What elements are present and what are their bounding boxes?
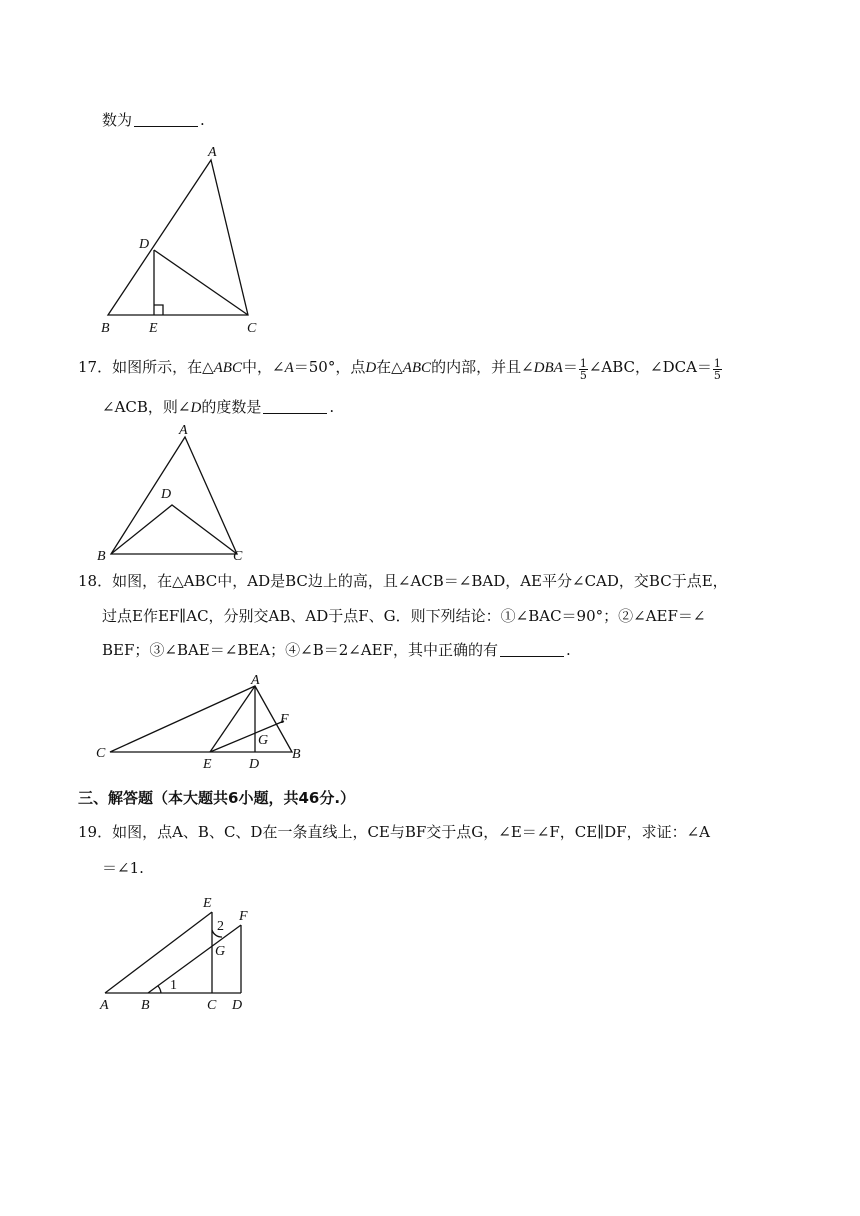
q18-line1: 18．如图，在△ABC中，AD是BC边上的高，且∠ACB＝∠BAD，AE平分∠CAD，交BC于点E， (78, 572, 728, 590)
label-A: A (100, 998, 109, 1013)
label-E: E (203, 757, 212, 772)
label-E: E (149, 321, 158, 336)
q17-d-2: D (190, 400, 202, 416)
q19-line1: 19．如图，点A、B、C、D在一条直线上，CE与BF交于点G，∠E＝∠F，CE∥DF，求证：∠A (78, 823, 710, 841)
label-A: A (251, 673, 260, 688)
label-C: C (207, 998, 217, 1013)
label-F: F (239, 909, 248, 924)
fraction-2 (713, 358, 722, 381)
triangle-abc (108, 160, 248, 315)
q17-text-7: ∠ACB，则∠ (102, 398, 191, 416)
q17-a: A (284, 360, 294, 376)
figure-q19 (95, 890, 295, 1020)
label-C: C (96, 746, 106, 761)
label-C: C (247, 321, 257, 336)
label-E: E (203, 896, 212, 911)
label-B: B (101, 321, 110, 336)
label-G: G (258, 733, 269, 748)
q17-line2 (102, 397, 334, 418)
q18-text: BEF；③∠BAE＝∠BEA；④∠B＝2∠AEF，其中正确的有 (102, 641, 499, 659)
fraction-1 (579, 358, 588, 381)
frac-num-2: 1 (713, 357, 721, 370)
label-1: 1 (170, 978, 177, 993)
q17-text-5: 的内部，并且∠ (431, 358, 534, 376)
q17-abc: ABC (213, 360, 242, 376)
q17-text-3: ＝50°，点 (293, 358, 366, 376)
triangle-abc (111, 437, 237, 554)
q17-text-1: 如图所示，在△ (112, 358, 214, 376)
label-B: B (292, 747, 301, 762)
section-heading: 三、解答题（本大题共6小题，共46分.） (78, 789, 356, 807)
answer-blank[interactable] (134, 112, 198, 127)
label-G: G (215, 944, 226, 959)
q17-line1 (78, 357, 723, 381)
figure-q17 (95, 422, 255, 562)
q17-text-2: 中，∠ (241, 358, 285, 376)
q17-eq: ＝ (562, 358, 578, 376)
q16-tail (102, 110, 205, 130)
answer-blank[interactable] (500, 642, 564, 657)
answer-blank[interactable] (263, 399, 327, 414)
label-D: D (232, 998, 243, 1013)
angle-1-arc (158, 986, 161, 993)
figure-q16 (95, 140, 295, 335)
label-2: 2 (217, 919, 224, 934)
label-B: B (97, 549, 106, 564)
q17-text-4: 在△ (376, 358, 403, 376)
q17-d: D (365, 360, 377, 376)
label-D: D (161, 487, 172, 502)
q18-line2: 过点E作EF∥AC，分别交AB、AD于点F、G．则下列结论：①∠BAC＝90°；②∠AEF＝∠ (102, 607, 706, 625)
figure-q18 (92, 672, 322, 772)
q16-text: 数为 (102, 111, 133, 129)
label-C: C (233, 549, 243, 564)
q19-line2: ＝∠1. (102, 859, 144, 877)
label-F: F (280, 712, 289, 727)
q17-text-6: ∠ABC，∠DCA＝ (588, 358, 712, 376)
q17-text-8: 的度数是 (201, 398, 262, 416)
frac-den: 5 (579, 369, 587, 382)
label-D: D (139, 237, 150, 252)
q17-end: . (329, 398, 335, 416)
q17-abc-2: ABC (402, 360, 432, 376)
q16-end: . (200, 111, 205, 129)
q18-line3 (102, 640, 571, 660)
q17-number: 17． (78, 358, 113, 376)
frac-num: 1 (579, 357, 587, 370)
label-B: B (141, 998, 150, 1013)
right-angle-mark (154, 305, 163, 315)
segment-dc (154, 250, 248, 315)
frac-den-2: 5 (713, 369, 721, 382)
label-A: A (179, 423, 188, 438)
q17-dba: DBA (533, 360, 563, 376)
segment-ae (105, 912, 212, 993)
label-A: A (208, 145, 217, 160)
q18-end: . (566, 641, 571, 659)
label-D: D (249, 757, 260, 772)
segment-bf (148, 925, 241, 993)
